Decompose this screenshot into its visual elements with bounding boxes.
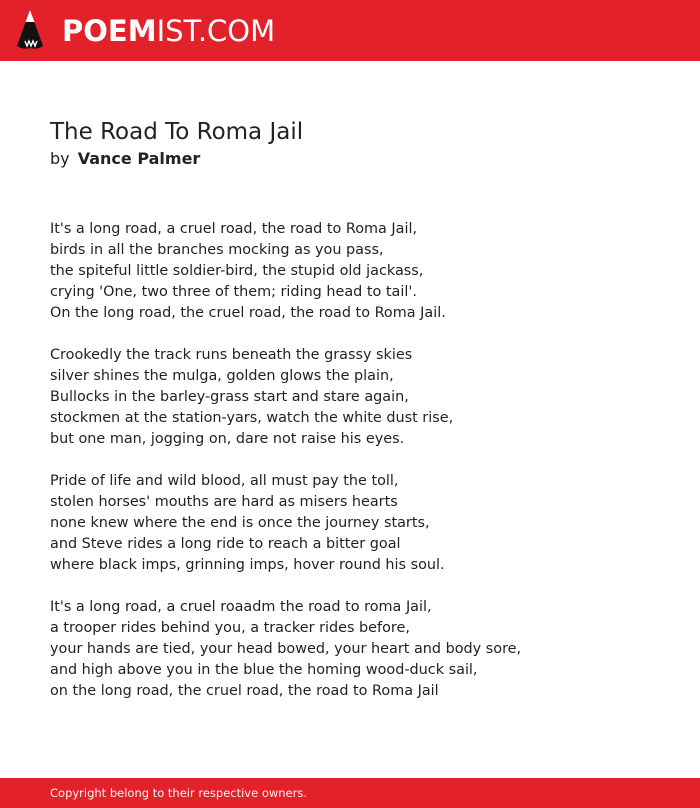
poem-body	[50, 219, 670, 723]
poem-line: and Steve rides a long ride to reach a bitter goal	[50, 536, 401, 552]
poem-line: stolen horses' mouths are hard as misers hearts	[50, 494, 398, 510]
poem-line: birds in all the branches mocking as you pass,	[50, 242, 384, 258]
copyright-notice: Copyright belong to their respective owners.	[50, 786, 308, 800]
logo-text-light: IST.COM	[156, 14, 276, 48]
poem-line: Pride of life and wild blood, all must pay the toll,	[50, 473, 399, 489]
poem-line: where black imps, grinning imps, hover round his soul.	[50, 557, 445, 573]
site-footer	[0, 778, 700, 808]
poem-line: a trooper rides behind you, a tracker rides before,	[50, 620, 410, 636]
poem-line: crying 'One, two three of them; riding head to tail'.	[50, 284, 417, 300]
pencil-tip-icon[interactable]	[16, 10, 44, 52]
byline	[50, 149, 200, 169]
author-name[interactable]: Vance Palmer	[77, 149, 201, 168]
site-header	[0, 0, 700, 61]
poem-line: the spiteful little soldier-bird, the stupid old jackass,	[50, 263, 424, 279]
poem-line: and high above you in the blue the homing wood-duck sail,	[50, 662, 478, 678]
stanza	[50, 345, 670, 450]
logo-text-strong: POEM	[62, 14, 157, 48]
poem-line: On the long road, the cruel road, the road to Roma Jail.	[50, 305, 446, 321]
stanza	[50, 597, 670, 702]
poem-line: but one man, jogging on, dare not raise his eyes.	[50, 431, 405, 447]
poem-title: The Road To Roma Jail	[50, 119, 304, 145]
by-label: by	[50, 149, 70, 168]
poem-line: It's a long road, a cruel road, the road to Roma Jail,	[50, 221, 418, 237]
site-logo[interactable]	[62, 12, 275, 50]
stanza	[50, 471, 670, 576]
poem-line: Bullocks in the barley-grass start and stare again,	[50, 389, 409, 405]
stanza	[50, 219, 670, 324]
poem-line: your hands are tied, your head bowed, your heart and body sore,	[50, 641, 522, 657]
poem-line: stockmen at the station-yars, watch the white dust rise,	[50, 410, 454, 426]
poem-line: on the long road, the cruel road, the road to Roma Jail	[50, 683, 439, 699]
poem-line: It's a long road, a cruel roaadm the road to roma Jail,	[50, 599, 432, 615]
poem-line: Crookedly the track runs beneath the grassy skies	[50, 347, 413, 363]
poem-line: none knew where the end is once the journey starts,	[50, 515, 430, 531]
poem-line: silver shines the mulga, golden glows the plain,	[50, 368, 394, 384]
